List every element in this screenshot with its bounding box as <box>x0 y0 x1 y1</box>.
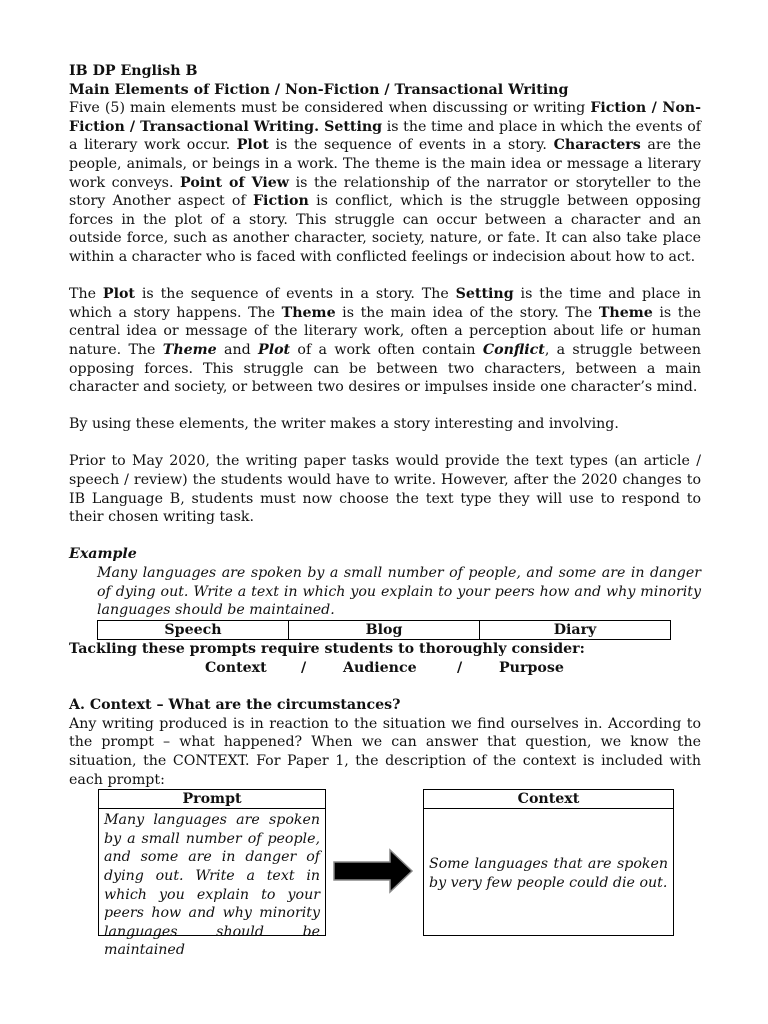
consider-items <box>205 659 701 678</box>
context-box-text: Some languages that are spoken by very few people could die out. <box>429 856 668 891</box>
document-page <box>69 62 702 959</box>
purpose-label: Purpose <box>499 660 564 676</box>
section-a-body: Any writing produced is in reaction to the situation we find ourselves in. According to the prompt – what happened? When we can answer that question, we know the situation, the CONTEXT. For Paper 1, the description of the context is included with each prompt: <box>69 715 701 788</box>
document-title: Main Elements of Fiction / Non-Fiction / Transactional Writing <box>69 81 569 98</box>
separator: / <box>301 660 307 676</box>
example-prompt: Many languages are spoken by a small number of people, and some are in danger of dying out. Write a text in which you explain to your peers how and why minority languages should be maintained. <box>97 565 701 619</box>
intro-paragraph: Five (5) main elements must be considered when discussing or writing Fiction / Non-Fiction / Transactional Writing. Setting is the time and place in which the events of a literary work occur. Plot is the sequence of events in a story. Characters are the people, animals, or beings in a work. The theme is the main idea or message a literary work conveys. Point of View is the relationship of the narrator or storyteller to the story Another aspect of Fiction is conflict, which is the struggle between opposing forces in the plot of a story. This struggle can occur between a character and an outside force, such as another character, society, nature, or fate. It can also take place within a character who is faced with conflicted feelings or indecision about how to act. <box>69 100 702 265</box>
context-box-header: Context <box>424 790 673 809</box>
audience-label: Audience <box>343 660 417 676</box>
exam-changes-paragraph: Prior to May 2020, the writing paper tasks would provide the text types (an article / speech / review) the students would have to write. However, after the 2020 changes to IB Language B, students must now choose the text type they will use to respond to their chosen writing task. <box>69 453 701 526</box>
context-box <box>423 789 674 936</box>
elements-summary: By using these elements, the writer makes a story interesting and involving. <box>69 416 619 433</box>
prompt-box <box>98 789 326 959</box>
text-type-blog: Blog <box>289 620 480 640</box>
context-label: Context <box>205 660 267 676</box>
arrow-right-icon <box>332 847 414 895</box>
text-type-table <box>97 620 671 641</box>
prompt-box-text: Many languages are spoken by a small number of people, and some are in danger of dying out. Write a text in which you explain to your peers how and why minority languages should be maintained <box>104 812 320 959</box>
plot-paragraph: The Plot is the sequence of events in a story. The Setting is the time and place in which a story happens. The Theme is the main idea of the story. The Theme is the central idea or message of the literary work, often a perception about life or human nature. The Theme and Plot of a work often contain Conflict, a struggle between opposing forces. This struggle can be between two characters, between a main character and society, or between two desires or impulses inside one character’s mind. <box>69 286 702 396</box>
text-type-diary: Diary <box>480 620 671 640</box>
text-type-speech: Speech <box>98 620 289 640</box>
example-heading: Example <box>69 546 137 563</box>
course-title: IB DP English B <box>69 63 198 79</box>
prompt-context-diagram <box>69 789 701 959</box>
section-a-heading: A. Context – What are the circumstances? <box>69 697 401 714</box>
prompt-box-header: Prompt <box>99 790 325 809</box>
separator: / <box>457 660 463 676</box>
consider-intro: Tackling these prompts require students to thoroughly consider: <box>69 641 585 658</box>
